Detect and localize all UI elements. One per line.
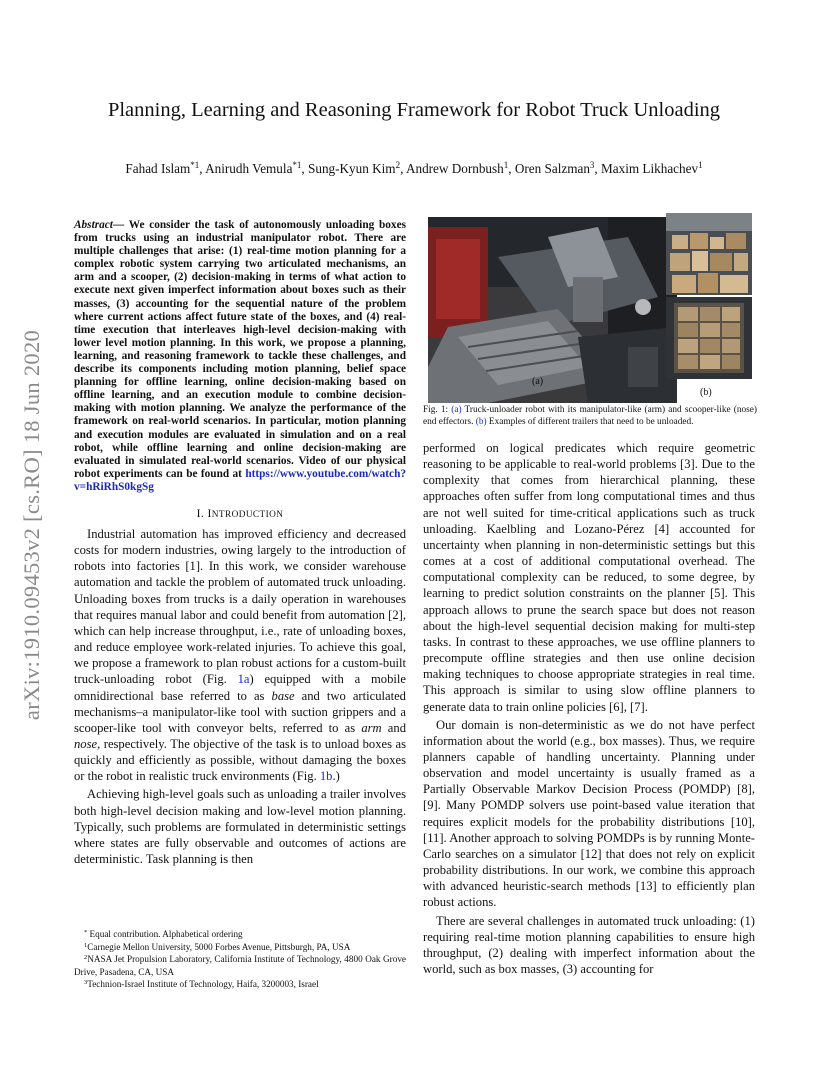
section-number: I.: [196, 506, 205, 520]
caption-label: Fig. 1:: [423, 405, 452, 415]
footnote-text: Carnegie Mellon University, 5000 Forbes Avenue, Pittsburgh, PA, USA: [87, 941, 351, 952]
text-run: and two articulated mechanisms–a manipulator-like tool with suction grippers and a scooper-like tool with conveyor belts, referred to as: [74, 688, 406, 735]
abstract-dash: —: [112, 219, 129, 231]
paper-title: Planning, Learning and Reasoning Framework for Robot Truck Unloading: [107, 99, 721, 121]
section-title-initial: I: [207, 506, 212, 520]
abstract-label: Abstract: [74, 219, 113, 231]
footnote-mark: 3: [84, 979, 88, 986]
abstract: [74, 219, 406, 494]
text-run: and: [381, 720, 406, 735]
figure-1b-trailer-photo-bottom: [666, 297, 752, 379]
footnote-text: Equal contribution. Alphabetical ordering: [87, 929, 243, 939]
author-name: Maxim Likhachev: [601, 161, 699, 176]
author-affiliation-mark: *1: [190, 160, 200, 170]
term-nose: nose: [74, 737, 98, 751]
author-affiliation-mark: *1: [292, 160, 302, 170]
right-column: [423, 440, 755, 977]
author-affiliation-mark: 1: [698, 160, 703, 170]
author-affiliation-mark: 3: [589, 160, 595, 170]
author-affiliation-mark: 1: [503, 160, 509, 170]
footnote-affiliation-3: [74, 978, 406, 991]
intro-paragraph-2: Achieving high-level goals such as unloading a trailer involves both high-level decision making and low-level motion planning. Typically, such problems are formulated in deterministic settings where states are fully observable and outcomes of actions are deterministic. Task planning is then: [74, 787, 406, 867]
author-name: Fahad Islam: [125, 161, 191, 176]
figure-1a-robot-photo: [428, 217, 677, 403]
figure-ref-1a[interactable]: 1a: [237, 672, 250, 687]
section-heading-introduction: [74, 507, 406, 520]
term-base: base: [271, 688, 295, 703]
caption-text: Truck-unloader robot with its manipulator-like (arm) and scooper-like (nose) end effectors.: [423, 405, 757, 427]
footnote-mark: *: [84, 929, 88, 936]
right-paragraph-3: There are several challenges in automated truck unloading: (1) requiring real-time motion planning capabilities to ensure high throughput, (2) dealing with imperfect information about the world, such as box masses, (3) accounting for: [423, 913, 755, 976]
figure-subcaption-b: (b): [700, 387, 712, 398]
text-run: ) equipped with a mobile omnidirectional base referred to as: [74, 672, 406, 703]
text-run: , respectively. The objective of the task is to unload boxes as quickly and efficiently as possible, without damaging the boxes or the robot in realistic truck environments (Fig.: [74, 737, 406, 784]
abstract-text: We consider the task of autonomously unloading boxes from trucks using an industrial manipulator robot. There are multiple challenges that arise: (1) real-time motion planning for a complex robotic system carrying two articulated mechanisms, an arm and a scooper, (2) decision-making in terms of what action to execute next given imperfect information about boxes such as their masses, (3) accounting for the sequential nature of the problem where current actions affect future state of the boxes, and (4) real-time execution that interleaves high-level decision-making with lower level motion planning. In this work, we propose a planning, learning, and reasoning framework to tackle these challenges, and describe its components including motion planning, belief space planning for offline learning, online decision-making based on offline learning, and an execution module to combine decision-making with motion planning. We analyze the performance of the framework on real-world scenarios. In particular, motion planning and execution modules are evaluated in simulation and on a real robot, while offline learning and online decision-making are evaluated in simulated real-world scenarios. Video of our physical robot experiments can be found at: [74, 219, 406, 480]
section-title-smallcaps: NTRODUCTION: [211, 509, 284, 520]
video-link[interactable]: https://www.youtube.com/watch?v=hRiRhS0kgSg: [74, 467, 406, 493]
text-run: Industrial automation has improved efficiency and decreased costs for modern industries, owing largely to the introduction of robots into factories [1]. In this work, we consider warehouse automation and tackle the problem of automated truck unloading. Unloading boxes from trucks is a daily operation in warehouses that requires manual labor and could benefit from automation [2], which can help increase throughput, i.e., rate of unloading boxes, and reduce employee work-related injuries. To achieve this goal, we propose a framework to plan robust actions for a custom-built truck-unloading robot (Fig.: [74, 526, 406, 687]
footnote-mark: 2: [84, 954, 88, 961]
text-run: .): [332, 769, 340, 784]
left-column: [74, 219, 406, 867]
author-list: Fahad Islam$^{*1}$, Anirudh Vemula$^{*1}$, Sung-Kyun Kim$^2$, Andrew Dornbush$^1$, Oren Salzman$^3$, Maxim Likhachev$^1$: [125, 160, 703, 176]
author-name: Andrew Dornbush: [405, 161, 504, 176]
right-paragraph-2: Our domain is non-deterministic as we do not have perfect information about the world (e.g., box masses). Thus, we require planners capable of handling uncertainty. Planning under observation and model uncertainty is usually framed as a Partially Observable Markov Decision Process (POMDP) [8], [9]. Many POMDP solvers use point-based value iteration that requires explicit models for the probability distributions [10], [11]. Another approach to solving POMDPs is by running Monte-Carlo searches on a simulator [12] that does not rely on explicit probability distributions. In our work, we combine this approach with advanced heuristic-search methods [13] to efficiently plan robust actions.: [423, 717, 755, 910]
arxiv-identifier: arXiv:1910.09453v2 [cs.RO] 18 Jun 2020: [19, 329, 44, 721]
author-name: Anirudh Vemula: [205, 161, 293, 176]
caption-ref-b[interactable]: (b): [475, 417, 487, 427]
figure-1-caption: [423, 404, 757, 428]
term-arm: arm: [361, 720, 382, 735]
caption-text: Examples of different trailers that need to be unloaded.: [486, 417, 694, 427]
caption-ref-a[interactable]: (a): [451, 405, 462, 415]
figure-subcaption-a: (a): [532, 376, 544, 387]
right-paragraph-1: performed on logical predicates which require geometric reasoning to be applicable to real-world problems [3]. Due to the complexity that comes from hierarchical planning, these approaches often suffer from long computational times and thus are not well suited for time-critical applications such as truck unloading. Kaelbling and Lozano-Pérez [4] accounted for uncertainty when planning in non-deterministic settings but this comes at a cost of additional computational overhead. The computational complexity can be reduced, to some degree, by learning to predict solution constraints on the planner [5]. This approach allows to prune the search space but does not reason about the high-level sequential decision making for multi-step tasks. In contrast to these approaches, we use offline planners to precompute offline strategies and then use online decision making techniques to choose appropriate strategies in real time. This approach is similar to using slow offline planners to generate data to train online policies [6], [7].: [423, 441, 755, 714]
section-title: [208, 507, 284, 520]
footnote-text: Technion-Israel Institute of Technology, Haifa, 3200003, Israel: [87, 979, 319, 989]
author-affiliation-mark: 2: [395, 160, 401, 170]
footnote-equal-contribution: [74, 928, 406, 941]
author-name: Sung-Kyun Kim: [308, 161, 396, 176]
footnote-affiliation-2: [74, 953, 406, 978]
arxiv-sidebar-stamp: [14, 290, 50, 760]
footnote-text: NASA Jet Propulsion Laboratory, California Institute of Technology, 4800 Oak Grove Drive, Pasadena, CA, USA: [74, 954, 406, 977]
footnote-mark: 1: [84, 941, 88, 949]
figure-1b-trailer-photo-top: [666, 213, 752, 295]
author-name: Oren Salzman: [514, 161, 590, 176]
footnote-affiliation-1: [74, 941, 406, 954]
footnotes: [74, 928, 406, 991]
figure-ref-1b[interactable]: 1b: [319, 769, 333, 784]
intro-paragraph-1: [74, 526, 406, 785]
